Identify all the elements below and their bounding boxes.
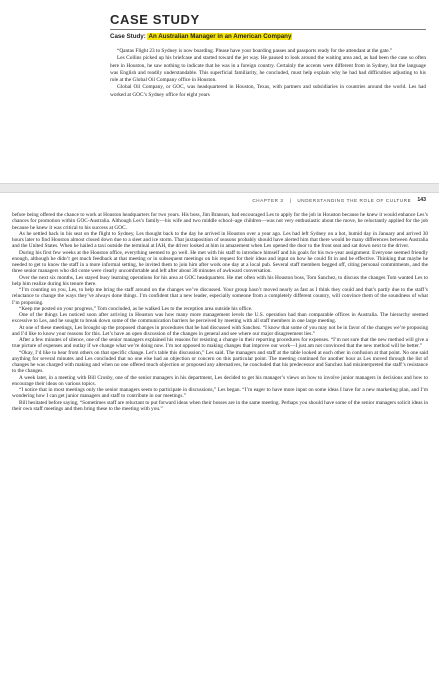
chapter-title: UNDERSTANDING THE ROLE OF CULTURE (297, 197, 412, 203)
subtitle-highlighted-text: An Australian Manager in an American Company (148, 33, 292, 40)
body-paragraph: Over the next six months, Les stayed busy learning operations for his area at GOC headquarters. He met often with his Houston boss, Tom Sanchez, to discuss the changes Tom wanted Les to help him realize during his tenure there. (12, 274, 428, 287)
body-paragraph: before being offered the chance to work at Houston headquarters for two years. His boss, Jim Branson, had encouraged Les to apply for the job in Houston because he knew it would enhance Les’s chances for promotion within GOC-Australia. Although Les’s family—his wife and two middle school–age children—was not very enthusiastic about the move, he reluctantly applied for the job because he knew it was critical to his success at GOC. (12, 212, 428, 231)
body-paragraph: “I notice that in most meetings only the senior managers seem to participate in discussions,” Les began. “I’m eager to have more input on some ideas I have for a new marketing plan, and I’m wondering how I can get junior managers and staff to contribute in our meetings.” (12, 387, 428, 400)
case-paragraph: Global Oil Company, or GOC, was headquartered in Houston, Texas, with partners and subsidiaries in countries around the world. Les had worked at GOC’s Sydney office for eight years (110, 84, 426, 98)
chapter-separator: | (289, 197, 292, 203)
heading-rule (110, 29, 426, 30)
body-paragraph: “Keep me posted on your progress,” Tom concluded, as he walked Les to the reception area outside his office. (19, 305, 253, 312)
body-paragraph: One of the things Les noticed soon after arriving in Houston was how many more management levels the U.S. operation had than comparable offices in Australia. The hierarchy seemed excessive to Les, and he sought to break down some of the communication barriers he perceived by meeting with all staff members in one large meeting. (12, 312, 428, 325)
case-paragraph: “Qantas Flight 23 to Sydney is now boarding. Please have your boarding passes and passports ready for the attendant at the gate.” (117, 48, 393, 54)
case-study-heading: CASE STUDY (110, 12, 200, 27)
body-paragraph: After a few minutes of silence, one of the senior managers explained his reasons for resisting a change in their reporting procedures for expenses. “I’m not sure that the new method will give a true picture of expenses and outlay if we change what we’re doing now. I’m not opposed to making changes that improve our work—I just am not convinced that the new method will be better.” (12, 337, 428, 350)
body-paragraph: At one of these meetings, Les brought up the proposed changes in procedures that he had discussed with Sanchez. “I know that some of you may not be in favor of the changes we’re proposing and I’d like to know your reasons for this. Let’s have an open discussion of the changes in general and see where our major disagreement lies.” (12, 324, 428, 337)
case-study-box (110, 12, 426, 99)
body-paragraph: “Okay, I’d like to hear from others on that specific change. Let’s table this discussion,” Les said. The managers and staff at the table looked at each other in confusion at that point. No one said anything for several minutes and Les concluded that no one else had an objection or concern on this particular point. The meeting continued for another hour as Les moved through the list of changes he was charged with making and when no one offered much objection or proposed any alternatives, he concluded that his predecessor and Sanchez had misinterpreted the staff’s resistance to the changes. (12, 349, 428, 375)
subtitle-prefix: Case Study: (110, 33, 148, 40)
body-paragraph: During his first few weeks at the Houston office, everything seemed to go well. He met with his staff to introduce himself and his goals for his two-year assignment. Everyone seemed friendly enough, although he didn’t get much feedback at that meeting or in subsequent meetings on his request for their ideas and input on how he could fit in and be effective. Thinking that maybe he needed to get to know the staff in a more informal setting, he invited them to join him after work one day at a local pub. Several staff members begged off, citing personal commitments, and the three senior managers who did come were clearly uncomfortable and left after about 30 minutes of awkward conversation. (12, 249, 428, 275)
running-head (252, 197, 426, 203)
body-text (12, 212, 428, 412)
chapter-label: CHAPTER 3 (252, 197, 284, 203)
body-paragraph: A week later, in a meeting with Bill Crosby, one of the senior managers in his department, Les decided to get his manager’s views on how to involve junior managers in decisions and how to encourage their ideas on various topics. (12, 374, 428, 387)
body-paragraph: Bill hesitated before saying, “Sometimes staff are reluctant to put forward ideas when their bosses are in the same meeting. Perhaps you should have some of the senior managers solicit ideas in their own staff meetings and then bring these to the meeting with you.” (12, 399, 428, 412)
case-paragraph: Les Collins picked up his briefcase and started toward the jet way. He paused to look around the waiting area and, as had been the case so often here in Houston, he saw nothing to indicate that he was in a foreign country. Certainly the accents were different from in Sydney, but the language was English and readily understandable. This superficial familiarity, he concluded, must help explain why he had had difficulties adjusting to his role at the Global Oil Company office in Houston. (110, 55, 426, 84)
page-divider (0, 183, 439, 193)
case-study-subtitle (110, 33, 426, 41)
page-number: 143 (417, 197, 426, 203)
body-paragraph: As he settled back in his seat on the flight to Sydney, Les thought back to the day he arrived in Houston over a year ago. Les had left Sydney on a hot, humid day in January and arrived 30 hours later to find Houston almost closed down due to a sleet and ice storm. That juxtaposition of seasons probably should have alerted him that there would be many differences between Australia and the United States. When he hailed a taxi outside the terminal at IAH, the driver looked at him in amazement when Les opened the door to the front seat and sat down next to the driver. (12, 230, 428, 250)
body-paragraph: “I’m counting on you, Les, to help me bring the staff around on the changes we’ve discussed. Your group hasn’t moved nearly as fast as I think they could and that’s partly due to the staff’s reluctance to change the ways they’ve always done things. I’m confident that a new leader, especially someone from a completely different country, will convince them of the soundness of what I’m proposing. (12, 287, 428, 306)
